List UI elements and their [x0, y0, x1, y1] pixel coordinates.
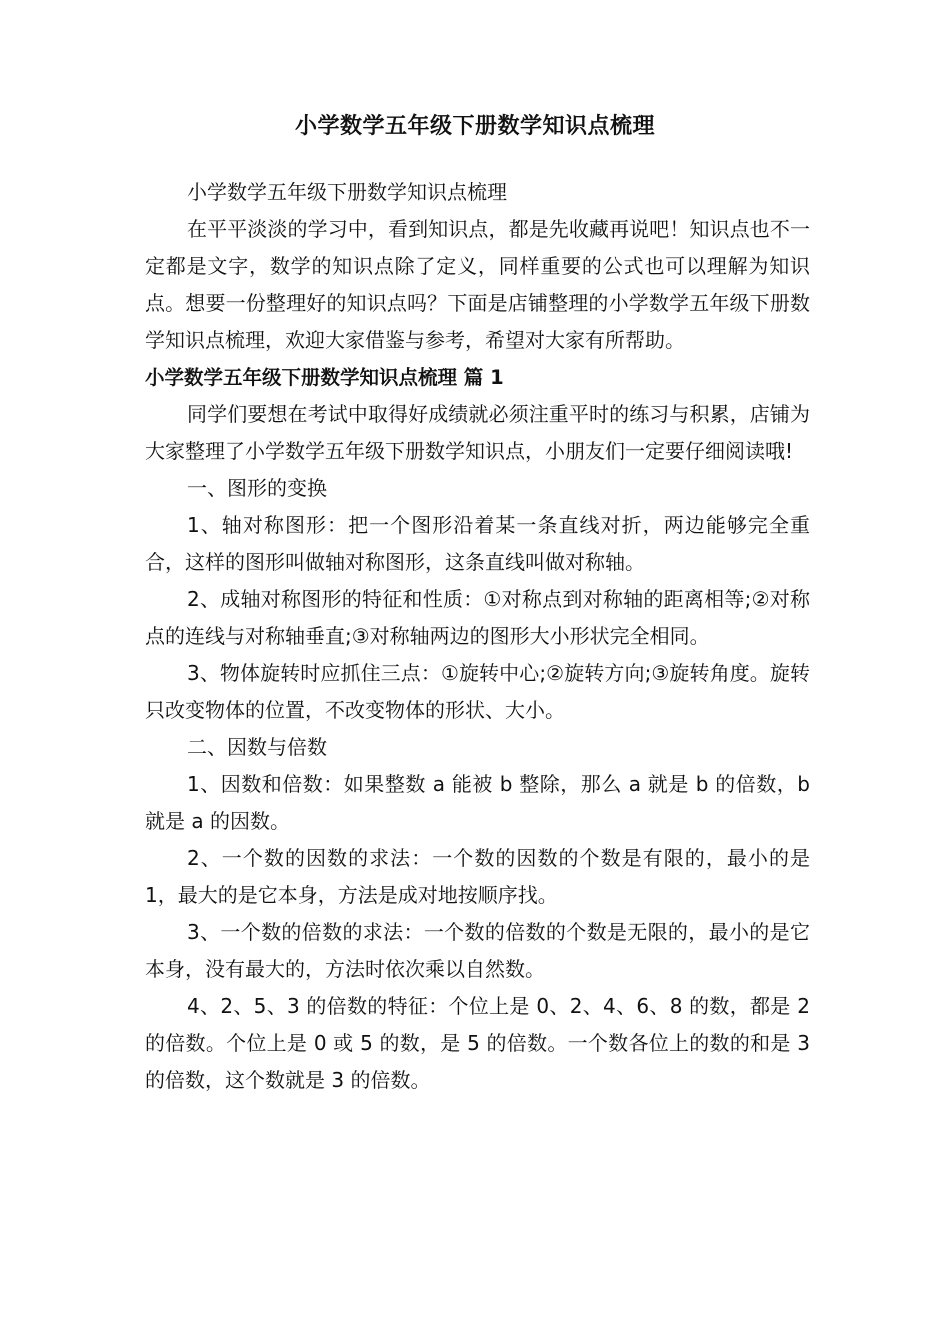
document-body: [145, 174, 810, 1099]
point-find-multiples: 3、一个数的倍数的求法：一个数的倍数的个数是无限的，最小的是它本身，没有最大的，方法时依次乘以自然数。: [145, 920, 810, 981]
intro-paragraph: 在平平淡淡的学习中，看到知识点，都是先收藏再说吧！知识点也不一定都是文字，数学的知识点除了定义，同样重要的公式也可以理解为知识点。想要一份整理好的知识点吗？下面是店铺整理的小学数学五年级下册数学知识点梳理，欢迎大家借鉴与参考，希望对大家有所帮助。: [145, 217, 810, 352]
chapter-title-factors: 二、因数与倍数: [187, 735, 327, 759]
intro-subtitle: 小学数学五年级下册数学知识点梳理: [187, 180, 507, 204]
point-rotation: 3、物体旋转时应抓住三点：①旋转中心;②旋转方向;③旋转角度。旋转只改变物体的位置，不改变物体的形状、大小。: [145, 661, 810, 722]
point-axis-symmetry: 1、轴对称图形：把一个图形沿着某一条直线对折，两边能够完全重合，这样的图形叫做轴对称图形，这条直线叫做对称轴。: [145, 513, 810, 574]
point-factor-multiple: 1、因数和倍数：如果整数 a 能被 b 整除，那么 a 就是 b 的倍数，b 就是 a 的因数。: [145, 772, 810, 833]
section-heading-1: 小学数学五年级下册数学知识点梳理 篇 1: [145, 366, 504, 389]
point-find-factors: 2、一个数的因数的求法：一个数的因数的个数是有限的，最小的是 1，最大的是它本身，方法是成对地按顺序找。: [145, 846, 810, 907]
point-symmetry-properties: 2、成轴对称图形的特征和性质：①对称点到对称轴的距离相等;②对称点的连线与对称轴垂直;③对称轴两边的图形大小形状完全相同。: [145, 587, 810, 648]
point-divisibility: 4、2、5、3 的倍数的特征：个位上是 0、2、4、6、8 的数，都是 2 的倍数。个位上是 0 或 5 的数，是 5 的倍数。一个数各位上的数的和是 3 的倍数，这个数就是 3 的倍数。: [145, 994, 810, 1092]
document-title: 小学数学五年级下册数学知识点梳理: [294, 114, 655, 139]
chapter-title-transform: 一、图形的变换: [187, 476, 327, 500]
section-intro: 同学们要想在考试中取得好成绩就必须注重平时的练习与积累，店铺为大家整理了小学数学五年级下册数学知识点，小朋友们一定要仔细阅读哦!: [145, 402, 810, 463]
